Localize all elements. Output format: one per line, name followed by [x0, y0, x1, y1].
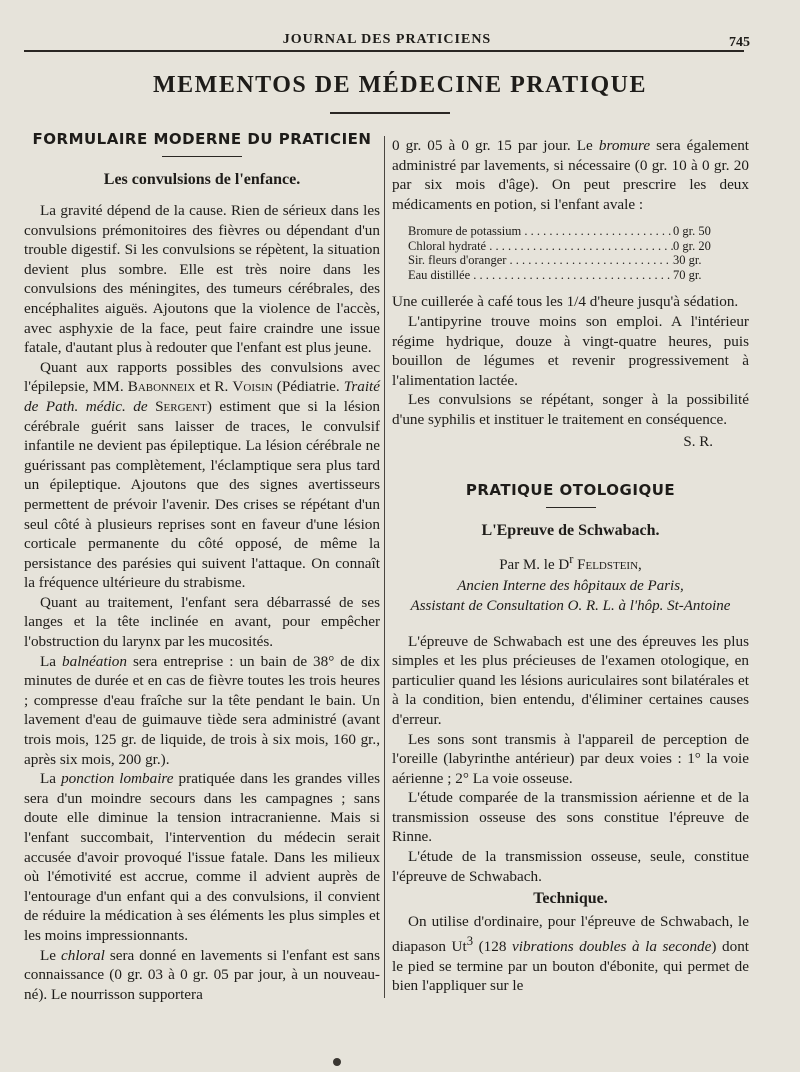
paragraph: Une cuillerée à café tous les 1/4 d'heure jusqu'à sédation. [392, 293, 739, 311]
author-name: Feldstein, [577, 556, 642, 573]
paragraph: L'étude de la transmission osseuse, seule, constitue l'épreuve de Schwabach. [392, 848, 749, 885]
formula-row: Sir. fleurs d'oranger . . . 30 gr. [408, 253, 749, 268]
author-name: Babonneix [127, 378, 196, 396]
paragraph: Les sons sont transmis à l'appareil de perception de l'oreille (labyrinthe antérieur) par deux voies : 1° la voie aérienne ; 2° La voie osseuse. [392, 730, 749, 787]
formula-row: Chloral hydraté . . . 0 gr. 20 [408, 239, 749, 254]
paragraph: Quant au traitement, l'enfant sera débarrassé de ses langes et la tête inclinée en avant, pour empêcher l'obstruction du larynx par les mucosités. [24, 593, 380, 651]
author-name: Sergent [155, 397, 207, 415]
section-heading-formulaire: FORMULAIRE MODERNE DU PRATICIEN [32, 130, 372, 148]
article-title-schwabach: L'Epreuve de Schwabach. [481, 521, 660, 539]
affiliation: Ancien Interne des hôpitaux de Paris, [457, 577, 684, 594]
formula-row: Eau distillée . . . 70 gr. [408, 268, 749, 283]
affiliation: Assistant de Consultation O. R. L. à l'hôp. St-Antoine [410, 597, 731, 614]
signature: S. R. [683, 433, 713, 450]
section-rule [546, 507, 596, 508]
author-name: Voisin [232, 378, 273, 396]
paragraph: La gravité dépend de la cause. Rien de sérieux dans les convulsions prémonitoires des fièvres ou dépendant d'un trouble digestif. Si les convulsions se répètent, la situation devient plus sombre. Elle est très noire dans les convulsions des méningites, des tumeurs cérébrales, des encéphalites aiguës. Ajoutons que la violence de l'accès, avec asphyxie de la face, peut faire craindre une issue fatale, d'autant plus à redouter que l'enfant est plus jeune. [24, 202, 380, 357]
page-number: 745 [729, 35, 750, 50]
section-rule [162, 156, 242, 157]
paragraph: On utilise d'ordinaire, pour l'épreuve de Schwabach, le diapason Ut$^3$ (128 vibrations doubles à la seconde) dont le pied se termine par un bouton d'ébonite, qui permet de bien l'appliquer sur le [392, 913, 750, 995]
prescription-formula [408, 224, 749, 282]
subheading-technique: Technique. [533, 890, 608, 908]
paragraph: Le chloral sera donné en lavements si l'enfant est sans connaissance (0 gr. 03 à 0 gr. 05 par jour, à un nouveau-né). Le nourrisson supportera [24, 946, 380, 1003]
paragraph: L'épreuve de Schwabach est une des épreuves les plus simples et les plus précieuses de l'examen otologique, en particulier quand les lésions auriculaires sont bilatérales et à la condition, bien entendu, d'éliminer certaines causes d'erreur. [392, 632, 749, 728]
paragraph: L'étude comparée de la transmission aérienne et de la transmission osseuse des sons constitue l'épreuve de Rinne. [392, 789, 749, 846]
title-rule [330, 112, 450, 114]
paragraph: 0 gr. 05 à 0 gr. 15 par jour. Le bromure sera également administré par lavements, si nécessaire (0 gr. 10 à 0 gr. 20 par six mois d'âge). On peut prescrire les deux médicaments en potion, si l'enfant avale : [392, 137, 750, 213]
paragraph: La ponction lombaire pratiquée dans les grandes villes sera d'un moindre secours dans les campagnes ; sans doute elle diminue la tension intracranienne. Mais si l'enfant succombait, l'intervention du médecin serait accusée d'avoir provoqué l'issue fatale. Dans les milieux où l'émotivité est accrue, comme il advient auprès de l'entourage d'un enfant qui a des convulsions, il convient de réduire la médication à ses éléments les plus simples et les moins impressionnants. [24, 770, 380, 944]
formula-row: Bromure de potassium . . . 0 gr. 50 [408, 224, 749, 239]
paragraph: Les convulsions se répétant, songer à la possibilité d'une syphilis et instituer le traitement en conséquence. [392, 391, 749, 428]
paragraph: Quant aux rapports possibles des convulsions avec l'épilepsie, MM. Babonneix et R. Voisin (Pédiatrie. Traité de Path. médic. de Sergent) estiment que si la lésion cérébrale guérit sans laisser de traces, le convulsif infantile ne devient pas épileptique. La lésion cérébrale ne guérissant pas complètement, l'éclamptique sera plus tard un épileptique. Ajoutons que des signes avertisseurs permettent de prévoir l'avenir. Des crises se répétant d'un seul côté à plusieurs reprises sont en faveur d'une lésion corticale permanente du côté opposé, de même la persistance des parésies qui suivent l'attaque. On connaît la fréquence ultérieure du strabisme. [24, 358, 381, 592]
column-divider [384, 136, 385, 998]
section-heading-otologique: PRATIQUE OTOLOGIQUE [465, 480, 676, 499]
book-title: Traité de Path. médic. de [24, 378, 381, 415]
byline: Par M. le $D^r$ Feldstein, [499, 551, 642, 573]
left-column [24, 130, 380, 1004]
journal-title: JOURNAL DES PRATICIENS [282, 32, 492, 47]
paragraph: La balnéation sera entreprise : un bain de 38° de dix minutes de durée et en cas de fièvre toutes les trois heures ; compresse d'eau fraîche sur la tête pendant le bain. Un lavement d'eau de guimauve tiède sera administré (avant trois mois, 125 gr. de liquide, de trois à six mois, 160 gr., après six mois, 200 gr.). [24, 652, 381, 768]
page-mark [333, 1058, 341, 1066]
article-title-convulsions: Les convulsions de l'enfance. [103, 171, 301, 188]
header-rule [24, 50, 744, 52]
right-column [392, 136, 749, 996]
main-title: MEMENTOS DE MÉDECINE PRATIQUE [153, 72, 647, 98]
paragraph: L'antipyrine trouve moins son emploi. A l'intérieur régime hydrique, douze à vingt-quatre heures, puis bouillon de légumes et revenir progressivement à l'alimentation lactée. [392, 312, 749, 389]
